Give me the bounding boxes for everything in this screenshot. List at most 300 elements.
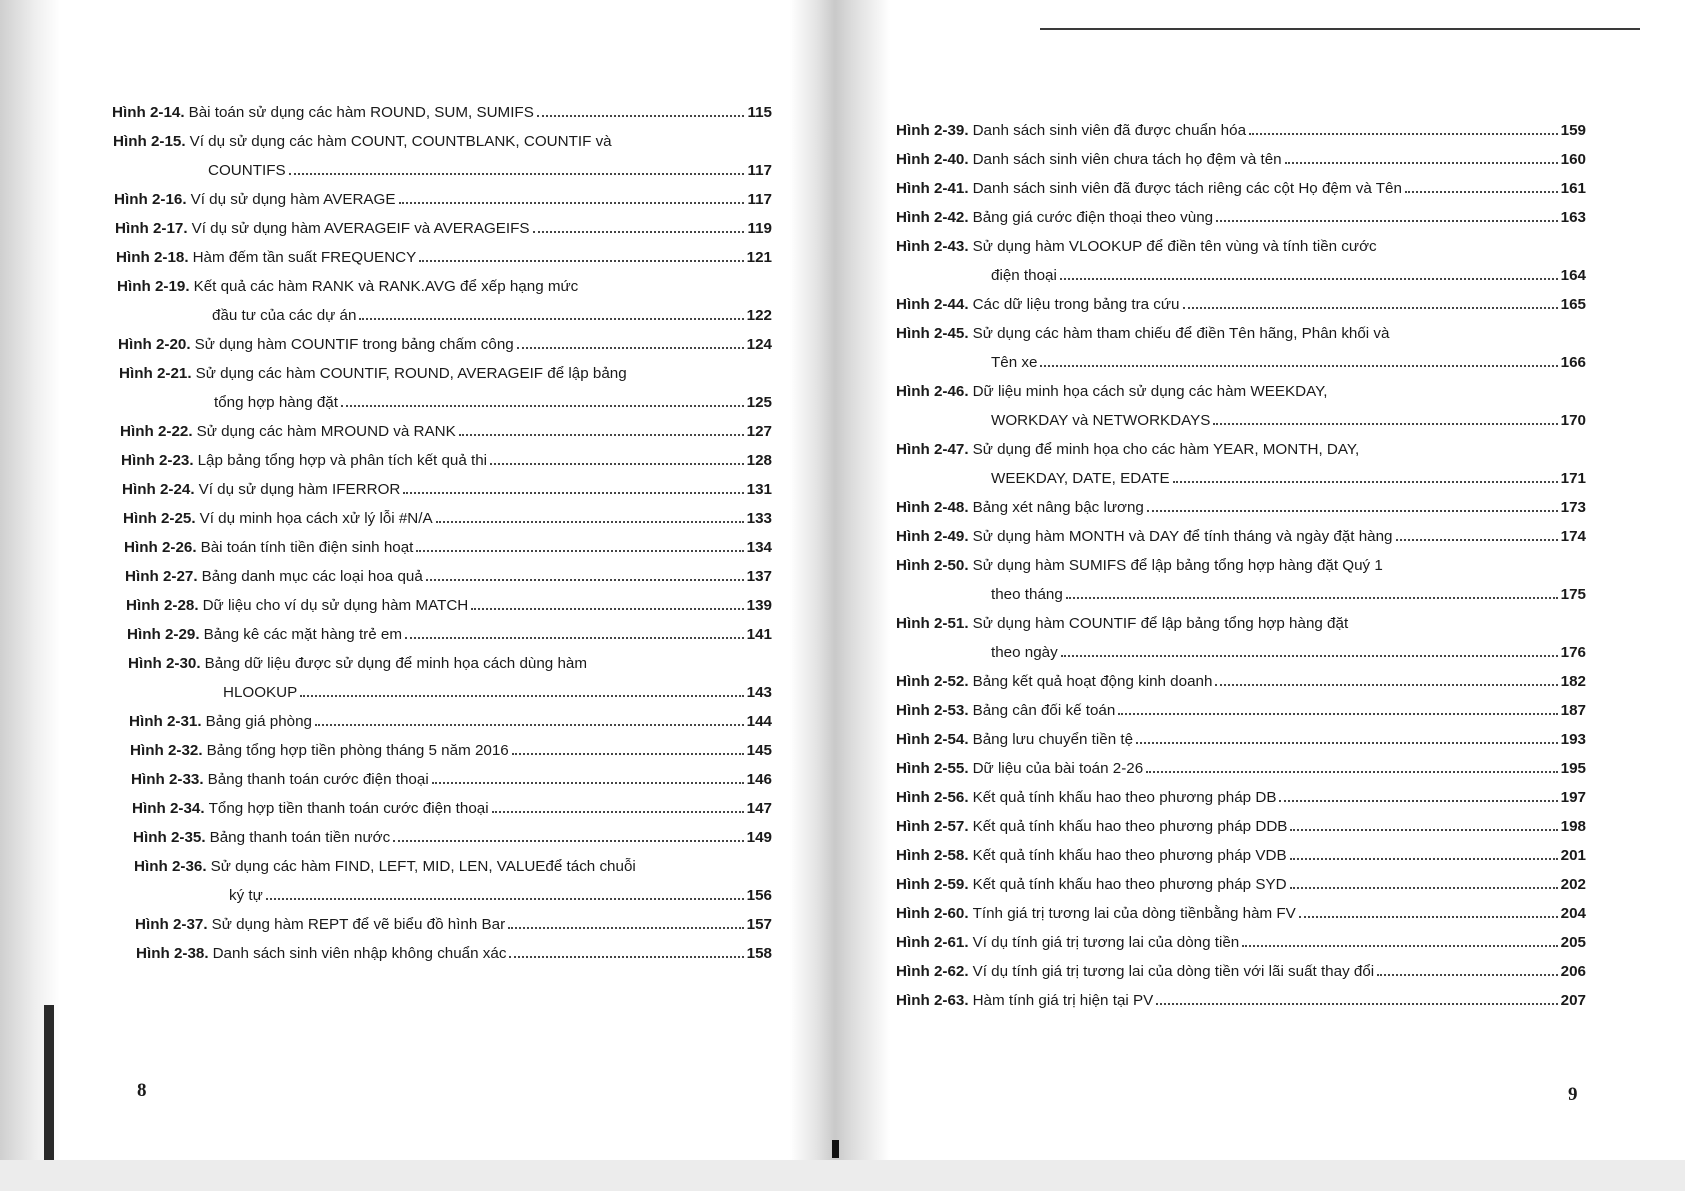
toc-entry-line xyxy=(896,232,1586,261)
toc-entry-line xyxy=(896,174,1586,203)
dot-leader xyxy=(1377,974,1557,976)
figure-label: Hình 2-35. xyxy=(133,829,206,846)
toc-entry xyxy=(896,522,1586,551)
figure-title: Các dữ liệu trong bảng tra cứu xyxy=(972,296,1180,313)
figure-label: Hình 2-57. xyxy=(896,818,969,835)
toc-entry-line xyxy=(119,359,772,388)
figure-title: Ví dụ sử dụng hàm AVERAGE xyxy=(190,191,396,208)
toc-entry xyxy=(119,359,772,417)
dot-leader xyxy=(1405,191,1558,193)
page-number-left: 8 xyxy=(137,1080,147,1101)
toc-entry xyxy=(896,232,1586,290)
page-ref: 149 xyxy=(746,829,772,846)
toc-entry-line xyxy=(896,841,1586,870)
figure-label: Hình 2-42. xyxy=(896,209,969,226)
dot-leader xyxy=(403,492,743,494)
toc-entry-line xyxy=(135,910,772,939)
figure-title: Sử dụng hàm COUNTIF trong bảng chấm công xyxy=(194,336,514,353)
dot-leader xyxy=(1290,858,1558,860)
dot-leader xyxy=(1285,162,1558,164)
dot-leader xyxy=(1216,220,1558,222)
figure-title: Ví dụ minh họa cách xử lý lỗi #N/A xyxy=(199,510,433,527)
right-page-list xyxy=(896,116,1586,1015)
dot-leader xyxy=(533,231,745,233)
dot-leader xyxy=(1299,916,1558,918)
dot-leader xyxy=(1061,655,1558,657)
toc-entry-line xyxy=(118,330,772,359)
page-ref: 161 xyxy=(1560,180,1586,197)
figure-title: Kết quả tính khấu hao theo phương pháp VDB xyxy=(972,847,1287,864)
toc-entry-line xyxy=(123,504,772,533)
page-ref: 144 xyxy=(746,713,772,730)
toc-entry-continuation xyxy=(896,580,1586,609)
page-ref: 147 xyxy=(746,800,772,817)
toc-entry xyxy=(112,98,772,127)
figure-title: Ví dụ sử dụng hàm AVERAGEIF và AVERAGEIFS xyxy=(191,220,530,237)
toc-entry xyxy=(896,696,1586,725)
page-ref: 133 xyxy=(746,510,772,527)
dot-leader xyxy=(393,840,743,842)
figure-label: Hình 2-14. xyxy=(112,104,185,121)
figure-label: Hình 2-39. xyxy=(896,122,969,139)
figure-label: Hình 2-30. xyxy=(128,655,201,672)
toc-entry xyxy=(896,319,1586,377)
figure-label: Hình 2-28. xyxy=(126,597,199,614)
left-edge-bar xyxy=(44,1005,54,1175)
dot-leader xyxy=(419,260,743,262)
figure-title: Sử dụng hàm COUNTIF để lập bảng tổng hợp hàng đặt xyxy=(972,615,1349,632)
figure-label: Hình 2-38. xyxy=(136,945,209,962)
toc-entry-line xyxy=(896,783,1586,812)
page-ref: 117 xyxy=(747,162,772,179)
figure-title: Kết quả các hàm RANK và RANK.AVG để xếp hạng mức xyxy=(193,278,579,295)
page-ref: 198 xyxy=(1560,818,1586,835)
figure-label: Hình 2-19. xyxy=(117,278,190,295)
dot-leader xyxy=(508,927,743,929)
toc-entry xyxy=(896,986,1586,1015)
page-ref: 160 xyxy=(1560,151,1586,168)
page-ref: 127 xyxy=(746,423,772,440)
toc-entry xyxy=(132,794,772,823)
toc-entry xyxy=(896,957,1586,986)
figure-title: Bảng cân đối kế toán xyxy=(972,702,1116,719)
left-page-list xyxy=(112,98,772,968)
figure-title: Sử dụng các hàm tham chiếu để điền Tên hãng, Phân khối và xyxy=(972,325,1390,342)
figure-label: Hình 2-44. xyxy=(896,296,969,313)
toc-entry xyxy=(136,939,772,968)
toc-entry xyxy=(130,736,772,765)
toc-entry-line xyxy=(122,475,772,504)
figure-title: Hàm đếm tần suất FREQUENCY xyxy=(192,249,417,266)
toc-entry xyxy=(133,823,772,852)
figure-title: Sử dụng hàm REPT để vẽ biểu đồ hình Bar xyxy=(211,916,506,933)
figure-label: Hình 2-61. xyxy=(896,934,969,951)
dot-leader xyxy=(405,637,744,639)
figure-title: Sử dụng các hàm COUNTIF, ROUND, AVERAGEIF để lập bảng xyxy=(195,365,627,382)
toc-entry xyxy=(896,609,1586,667)
dot-leader xyxy=(1173,481,1558,483)
page-ref: 173 xyxy=(1560,499,1586,516)
figure-title: Bài toán tính tiền điện sinh hoạt xyxy=(200,539,414,556)
dot-leader xyxy=(1396,539,1558,541)
figure-title: Tổng hợp tiền thanh toán cước điện thoại xyxy=(208,800,489,817)
dot-leader xyxy=(1290,887,1558,889)
toc-entry-line xyxy=(126,591,772,620)
figure-title: Danh sách sinh viên đã được chuẩn hóa xyxy=(972,122,1247,139)
page-ref: 170 xyxy=(1560,412,1586,429)
dot-leader xyxy=(1213,423,1557,425)
page-ref: 207 xyxy=(1560,992,1586,1009)
toc-entry-line xyxy=(114,185,772,214)
toc-entry-line xyxy=(120,417,772,446)
page-ref: 117 xyxy=(747,191,772,208)
figure-title: Ví dụ sử dụng hàm IFERROR xyxy=(198,481,401,498)
figure-label: Hình 2-34. xyxy=(132,800,205,817)
dot-leader xyxy=(1147,510,1558,512)
figure-title: Ví dụ tính giá trị tương lai của dòng tiền với lãi suất thay đổi xyxy=(972,963,1375,980)
toc-entry-line xyxy=(896,667,1586,696)
dot-leader xyxy=(432,782,744,784)
page-ref: 131 xyxy=(746,481,772,498)
toc-entry-line xyxy=(124,533,772,562)
toc-entry xyxy=(120,417,772,446)
toc-entry-line xyxy=(896,609,1586,638)
dot-leader xyxy=(1242,945,1557,947)
toc-entry-continuation xyxy=(896,261,1586,290)
figure-title: Dữ liệu minh họa cách sử dụng các hàm WEEKDAY, xyxy=(972,383,1328,400)
figure-title-continued: theo ngày xyxy=(991,644,1058,661)
toc-entry-line xyxy=(131,765,772,794)
toc-entry xyxy=(134,852,772,910)
page-ref: 157 xyxy=(746,916,772,933)
figure-title: Kết quả tính khấu hao theo phương pháp DB xyxy=(972,789,1277,806)
page-ref: 175 xyxy=(1560,586,1586,603)
toc-entry-line xyxy=(116,243,772,272)
figure-title: Bảng danh mục các loại hoa quả xyxy=(201,568,423,585)
toc-entry xyxy=(896,783,1586,812)
figure-label: Hình 2-56. xyxy=(896,789,969,806)
toc-entry xyxy=(896,870,1586,899)
dot-leader xyxy=(1146,771,1557,773)
page-ref: 166 xyxy=(1560,354,1586,371)
dot-leader xyxy=(471,608,743,610)
toc-entry xyxy=(113,127,772,185)
figure-label: Hình 2-49. xyxy=(896,528,969,545)
dot-leader xyxy=(1118,713,1557,715)
dot-leader xyxy=(509,956,743,958)
page-ref: 128 xyxy=(746,452,772,469)
dot-leader xyxy=(1066,597,1558,599)
toc-entry-line xyxy=(896,290,1586,319)
toc-entry-line xyxy=(113,127,772,156)
toc-entry xyxy=(124,533,772,562)
page-ref: 202 xyxy=(1560,876,1586,893)
toc-entry xyxy=(896,174,1586,203)
figure-title: Ví dụ sử dụng các hàm COUNT, COUNTBLANK, COUNTIF và xyxy=(189,133,612,150)
figure-label: Hình 2-18. xyxy=(116,249,189,266)
toc-entry xyxy=(116,243,772,272)
page-ref: 122 xyxy=(746,307,772,324)
toc-entry-line xyxy=(896,377,1586,406)
toc-entry xyxy=(896,377,1586,435)
figure-title: Bảng kết quả hoạt động kinh doanh xyxy=(972,673,1213,690)
dot-leader xyxy=(490,463,744,465)
toc-entry-line xyxy=(128,649,772,678)
figure-label: Hình 2-58. xyxy=(896,847,969,864)
toc-entry-line xyxy=(125,562,772,591)
figure-label: Hình 2-31. xyxy=(129,713,202,730)
toc-entry xyxy=(896,435,1586,493)
figure-label: Hình 2-43. xyxy=(896,238,969,255)
dot-leader xyxy=(266,898,744,900)
dot-leader xyxy=(537,115,745,117)
page-ref: 137 xyxy=(746,568,772,585)
toc-entry-continuation xyxy=(896,406,1586,435)
dot-leader xyxy=(359,318,743,320)
figure-title: Sử dụng hàm VLOOKUP để điền tên vùng và tính tiền cước xyxy=(972,238,1377,255)
toc-entry xyxy=(896,203,1586,232)
page-ref: 187 xyxy=(1560,702,1586,719)
toc-entry xyxy=(115,214,772,243)
figure-title: Sử dụng để minh họa cho các hàm YEAR, MONTH, DAY, xyxy=(972,441,1360,458)
figure-title-continued: theo tháng xyxy=(991,586,1063,603)
toc-entry xyxy=(127,620,772,649)
toc-entry xyxy=(896,116,1586,145)
toc-entry-continuation xyxy=(896,464,1586,493)
figure-title: Danh sách sinh viên chưa tách họ đệm và tên xyxy=(972,151,1282,168)
page-ref: 193 xyxy=(1560,731,1586,748)
figure-title: Danh sách sinh viên nhập không chuẩn xác xyxy=(212,945,507,962)
toc-entry xyxy=(117,272,772,330)
toc-entry-line xyxy=(117,272,772,301)
dot-leader xyxy=(1183,307,1558,309)
toc-entry-continuation xyxy=(128,678,772,707)
page-ref: 182 xyxy=(1560,673,1586,690)
figure-label: Hình 2-62. xyxy=(896,963,969,980)
page-ref: 206 xyxy=(1560,963,1586,980)
page-ref: 145 xyxy=(746,742,772,759)
toc-entry-line xyxy=(896,145,1586,174)
figure-title: Sử dụng các hàm FIND, LEFT, MID, LEN, VALUEđể tách chuỗi xyxy=(210,858,636,875)
toc-entry-continuation xyxy=(896,348,1586,377)
toc-entry-line xyxy=(129,707,772,736)
toc-entry xyxy=(896,899,1586,928)
toc-entry xyxy=(126,591,772,620)
page-ref: 159 xyxy=(1560,122,1586,139)
figure-label: Hình 2-55. xyxy=(896,760,969,777)
figure-title-continued: COUNTIFS xyxy=(208,162,286,179)
figure-title: Bảng lưu chuyển tiền tệ xyxy=(972,731,1134,748)
figure-label: Hình 2-46. xyxy=(896,383,969,400)
figure-label: Hình 2-36. xyxy=(134,858,207,875)
figure-label: Hình 2-63. xyxy=(896,992,969,1009)
toc-entry xyxy=(896,928,1586,957)
toc-entry xyxy=(896,551,1586,609)
dot-leader xyxy=(1290,829,1557,831)
toc-entry xyxy=(125,562,772,591)
toc-entry xyxy=(896,812,1586,841)
gutter-mark xyxy=(832,1140,839,1158)
figure-label: Hình 2-17. xyxy=(115,220,188,237)
figure-label: Hình 2-22. xyxy=(120,423,193,440)
page-ref: 165 xyxy=(1560,296,1586,313)
toc-entry xyxy=(128,649,772,707)
figure-label: Hình 2-20. xyxy=(118,336,191,353)
toc-entry-line xyxy=(896,493,1586,522)
toc-entry-line xyxy=(896,928,1586,957)
figure-label: Hình 2-23. xyxy=(121,452,194,469)
toc-entry xyxy=(896,725,1586,754)
toc-entry-line xyxy=(133,823,772,852)
toc-entry-continuation xyxy=(117,301,772,330)
toc-entry-continuation xyxy=(113,156,772,185)
figure-title: Dữ liệu cho ví dụ sử dụng hàm MATCH xyxy=(202,597,469,614)
toc-entry-line xyxy=(130,736,772,765)
dot-leader xyxy=(1136,742,1558,744)
dot-leader xyxy=(399,202,745,204)
figure-title-continued: HLOOKUP xyxy=(223,684,298,701)
toc-entry-line xyxy=(896,754,1586,783)
dot-leader xyxy=(436,521,744,523)
toc-entry-line xyxy=(896,696,1586,725)
page-ref: 158 xyxy=(746,945,772,962)
figure-title: Bảng xét nâng bậc lương xyxy=(972,499,1144,516)
page-ref: 115 xyxy=(747,104,772,121)
figure-label: Hình 2-25. xyxy=(123,510,196,527)
dot-leader xyxy=(459,434,744,436)
figure-label: Hình 2-33. xyxy=(131,771,204,788)
toc-entry xyxy=(135,910,772,939)
figure-title: Bảng tổng hợp tiền phòng tháng 5 năm 2016 xyxy=(206,742,509,759)
dot-leader xyxy=(517,347,744,349)
figure-title: Sử dụng hàm MONTH và DAY để tính tháng và ngày đặt hàng xyxy=(972,528,1393,545)
page-ref: 197 xyxy=(1560,789,1586,806)
figure-label: Hình 2-15. xyxy=(113,133,186,150)
page-ref: 156 xyxy=(746,887,772,904)
page-ref: 201 xyxy=(1560,847,1586,864)
figure-title: Sử dụng hàm SUMIFS để lập bảng tổng hợp hàng đặt Quý 1 xyxy=(972,557,1383,574)
toc-entry xyxy=(896,754,1586,783)
figure-label: Hình 2-54. xyxy=(896,731,969,748)
toc-entry-line xyxy=(115,214,772,243)
figure-label: Hình 2-48. xyxy=(896,499,969,516)
toc-entry xyxy=(896,841,1586,870)
figure-label: Hình 2-37. xyxy=(135,916,208,933)
toc-entry-line xyxy=(134,852,772,881)
toc-entry-line xyxy=(896,116,1586,145)
figure-title-continued: WEEKDAY, DATE, EDATE xyxy=(991,470,1170,487)
figure-label: Hình 2-27. xyxy=(125,568,198,585)
toc-entry xyxy=(896,667,1586,696)
figure-title: Sử dụng các hàm MROUND và RANK xyxy=(196,423,456,440)
page-ref: 146 xyxy=(746,771,772,788)
figure-label: Hình 2-59. xyxy=(896,876,969,893)
toc-entry-line xyxy=(896,986,1586,1015)
figure-label: Hình 2-29. xyxy=(127,626,200,643)
toc-entry-line xyxy=(896,812,1586,841)
figure-title: Lập bảng tổng hợp và phân tích kết quả thi xyxy=(197,452,488,469)
toc-entry-continuation xyxy=(119,388,772,417)
page-ref: 204 xyxy=(1560,905,1586,922)
toc-entry-line xyxy=(896,957,1586,986)
toc-entry xyxy=(121,446,772,475)
toc-entry xyxy=(131,765,772,794)
toc-entry xyxy=(896,145,1586,174)
page-ref: 119 xyxy=(747,220,772,237)
dot-leader xyxy=(492,811,744,813)
page-ref: 121 xyxy=(746,249,772,266)
figure-title-continued: Tên xe xyxy=(991,354,1038,371)
page-ref: 164 xyxy=(1560,267,1586,284)
figure-title: Kết quả tính khấu hao theo phương pháp DDB xyxy=(972,818,1288,835)
dot-leader xyxy=(289,173,745,175)
toc-entry xyxy=(122,475,772,504)
figure-label: Hình 2-45. xyxy=(896,325,969,342)
toc-entry-line xyxy=(896,551,1586,580)
figure-label: Hình 2-52. xyxy=(896,673,969,690)
toc-entry xyxy=(129,707,772,736)
dot-leader xyxy=(1215,684,1557,686)
toc-entry-line xyxy=(121,446,772,475)
page-ref: 124 xyxy=(746,336,772,353)
dot-leader xyxy=(1060,278,1558,280)
figure-label: Hình 2-24. xyxy=(122,481,195,498)
figure-title: Danh sách sinh viên đã được tách riêng các cột Họ đệm và Tên xyxy=(972,180,1402,197)
figure-title: Bảng kê các mặt hàng trẻ em xyxy=(203,626,402,643)
page-ref: 134 xyxy=(746,539,772,556)
figure-title: Tính giá trị tương lai của dòng tiềnbằng hàm FV xyxy=(972,905,1296,922)
toc-entry xyxy=(123,504,772,533)
figure-title: Bảng giá cước điện thoại theo vùng xyxy=(972,209,1214,226)
toc-entry-line xyxy=(136,939,772,968)
figure-title-continued: WORKDAY và NETWORKDAYS xyxy=(991,412,1211,429)
toc-entry-continuation xyxy=(896,638,1586,667)
figure-title: Ví dụ tính giá trị tương lai của dòng tiền xyxy=(972,934,1240,951)
page-ref: 176 xyxy=(1560,644,1586,661)
dot-leader xyxy=(1156,1003,1557,1005)
dot-leader xyxy=(416,550,743,552)
figure-label: Hình 2-21. xyxy=(119,365,192,382)
figure-title-continued: tổng hợp hàng đặt xyxy=(214,394,338,411)
dot-leader xyxy=(1279,800,1557,802)
toc-entry-line xyxy=(127,620,772,649)
toc-entry-line xyxy=(896,319,1586,348)
toc-entry-line xyxy=(896,899,1586,928)
toc-entry-line xyxy=(896,522,1586,551)
book-gutter xyxy=(790,0,890,1191)
figure-title-continued: điện thoại xyxy=(991,267,1057,284)
toc-entry xyxy=(114,185,772,214)
toc-entry-line xyxy=(896,725,1586,754)
figure-title: Bài toán sử dụng các hàm ROUND, SUM, SUMIFS xyxy=(188,104,534,121)
figure-title-continued: ký tự xyxy=(229,887,263,904)
bottom-band xyxy=(0,1160,1685,1191)
figure-label: Hình 2-60. xyxy=(896,905,969,922)
dot-leader xyxy=(1040,365,1557,367)
page-ref: 139 xyxy=(746,597,772,614)
figure-title: Bảng giá phòng xyxy=(205,713,313,730)
toc-entry-line xyxy=(896,203,1586,232)
page-number-right: 9 xyxy=(1568,1084,1578,1105)
figure-label: Hình 2-41. xyxy=(896,180,969,197)
dot-leader xyxy=(426,579,744,581)
page-ref: 195 xyxy=(1560,760,1586,777)
dot-leader xyxy=(315,724,744,726)
figure-title: Kết quả tính khấu hao theo phương pháp SYD xyxy=(972,876,1287,893)
page-ref: 163 xyxy=(1560,209,1586,226)
figure-label: Hình 2-47. xyxy=(896,441,969,458)
figure-title: Bảng dữ liệu được sử dụng để minh họa cách dùng hàm xyxy=(204,655,588,672)
